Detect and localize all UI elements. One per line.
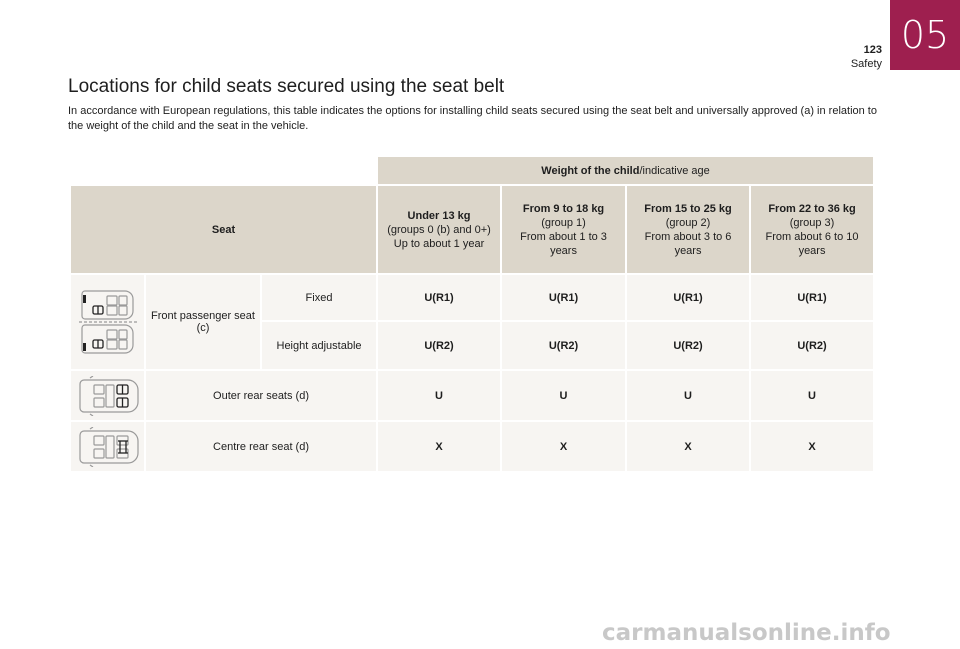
table-row xyxy=(70,421,874,472)
table-cell: U(R2) xyxy=(750,321,874,370)
group-weight: From 22 to 36 kg xyxy=(768,202,856,215)
table-cell: U xyxy=(501,370,626,421)
group-label: (group 1) xyxy=(541,216,586,229)
front-seat-icon-cell xyxy=(70,274,145,370)
outer-rear-icon-cell xyxy=(70,370,145,421)
page-title: Locations for child seats secured using the seat belt xyxy=(68,76,505,97)
group-header-3 xyxy=(750,185,874,274)
table-cell: U(R1) xyxy=(501,274,626,321)
chapter-tab: 05 xyxy=(890,0,960,70)
group-label: (groups 0 (b) and 0+) xyxy=(387,223,491,236)
centre-rear-icon-cell xyxy=(70,421,145,472)
child-seat-table xyxy=(69,155,875,473)
section-name: Safety xyxy=(850,58,882,70)
outer-rear-label: Outer rear seats (d) xyxy=(145,370,377,421)
table-cell: U(R1) xyxy=(377,274,501,321)
group-weight: From 9 to 18 kg xyxy=(522,202,605,215)
group-age: From about 6 to 10 years xyxy=(765,230,859,257)
table-cell: U(R2) xyxy=(501,321,626,370)
group-age: From about 1 to 3 years xyxy=(520,230,607,257)
table-cell: X xyxy=(750,421,874,472)
table-cell: U(R1) xyxy=(750,274,874,321)
weight-header xyxy=(377,156,874,185)
group-label: (group 2) xyxy=(665,216,711,229)
table-cell: U xyxy=(750,370,874,421)
blank-corner xyxy=(70,156,377,185)
table-row xyxy=(70,370,874,421)
front-passenger-label: Front passenger seat (c) xyxy=(145,274,261,370)
page-number: 123 xyxy=(863,44,882,56)
group-weight: From 15 to 25 kg xyxy=(644,202,732,215)
intro-paragraph: In accordance with European regulations, this table indicates the options for installing child seats secured using the seat belt and universally approved (a) in relation to the weight of the child and the seat in the vehicle. xyxy=(68,105,877,132)
table-cell: U(R2) xyxy=(377,321,501,370)
centre-rear-label: Centre rear seat (d) xyxy=(145,421,377,472)
seat-position-height-adjustable: Height adjustable xyxy=(261,321,377,370)
table-cell: U(R1) xyxy=(626,274,750,321)
car-front-seat-icon xyxy=(79,287,137,357)
group-label: (group 3) xyxy=(789,216,835,229)
group-header-2 xyxy=(626,185,750,274)
table-row xyxy=(70,274,874,321)
group-age: Up to about 1 year xyxy=(393,237,485,250)
seat-header: Seat xyxy=(70,185,377,274)
group-header-0 xyxy=(377,185,501,274)
group-weight: Under 13 kg xyxy=(407,209,471,222)
group-header-1 xyxy=(501,185,626,274)
table-cell: X xyxy=(501,421,626,472)
weight-header-bold: Weight of the child xyxy=(541,164,640,177)
car-centre-rear-icon xyxy=(76,427,140,467)
seat-position-fixed: Fixed xyxy=(261,274,377,321)
table-cell: U xyxy=(626,370,750,421)
table-cell: U xyxy=(377,370,501,421)
table-cell: U(R2) xyxy=(626,321,750,370)
car-outer-rear-icon xyxy=(76,376,140,416)
table-cell: X xyxy=(377,421,501,472)
table-cell: X xyxy=(626,421,750,472)
weight-header-rest: /indicative age xyxy=(639,164,710,177)
group-age: From about 3 to 6 years xyxy=(644,230,732,257)
watermark: carmanualsonline.info xyxy=(602,620,891,646)
